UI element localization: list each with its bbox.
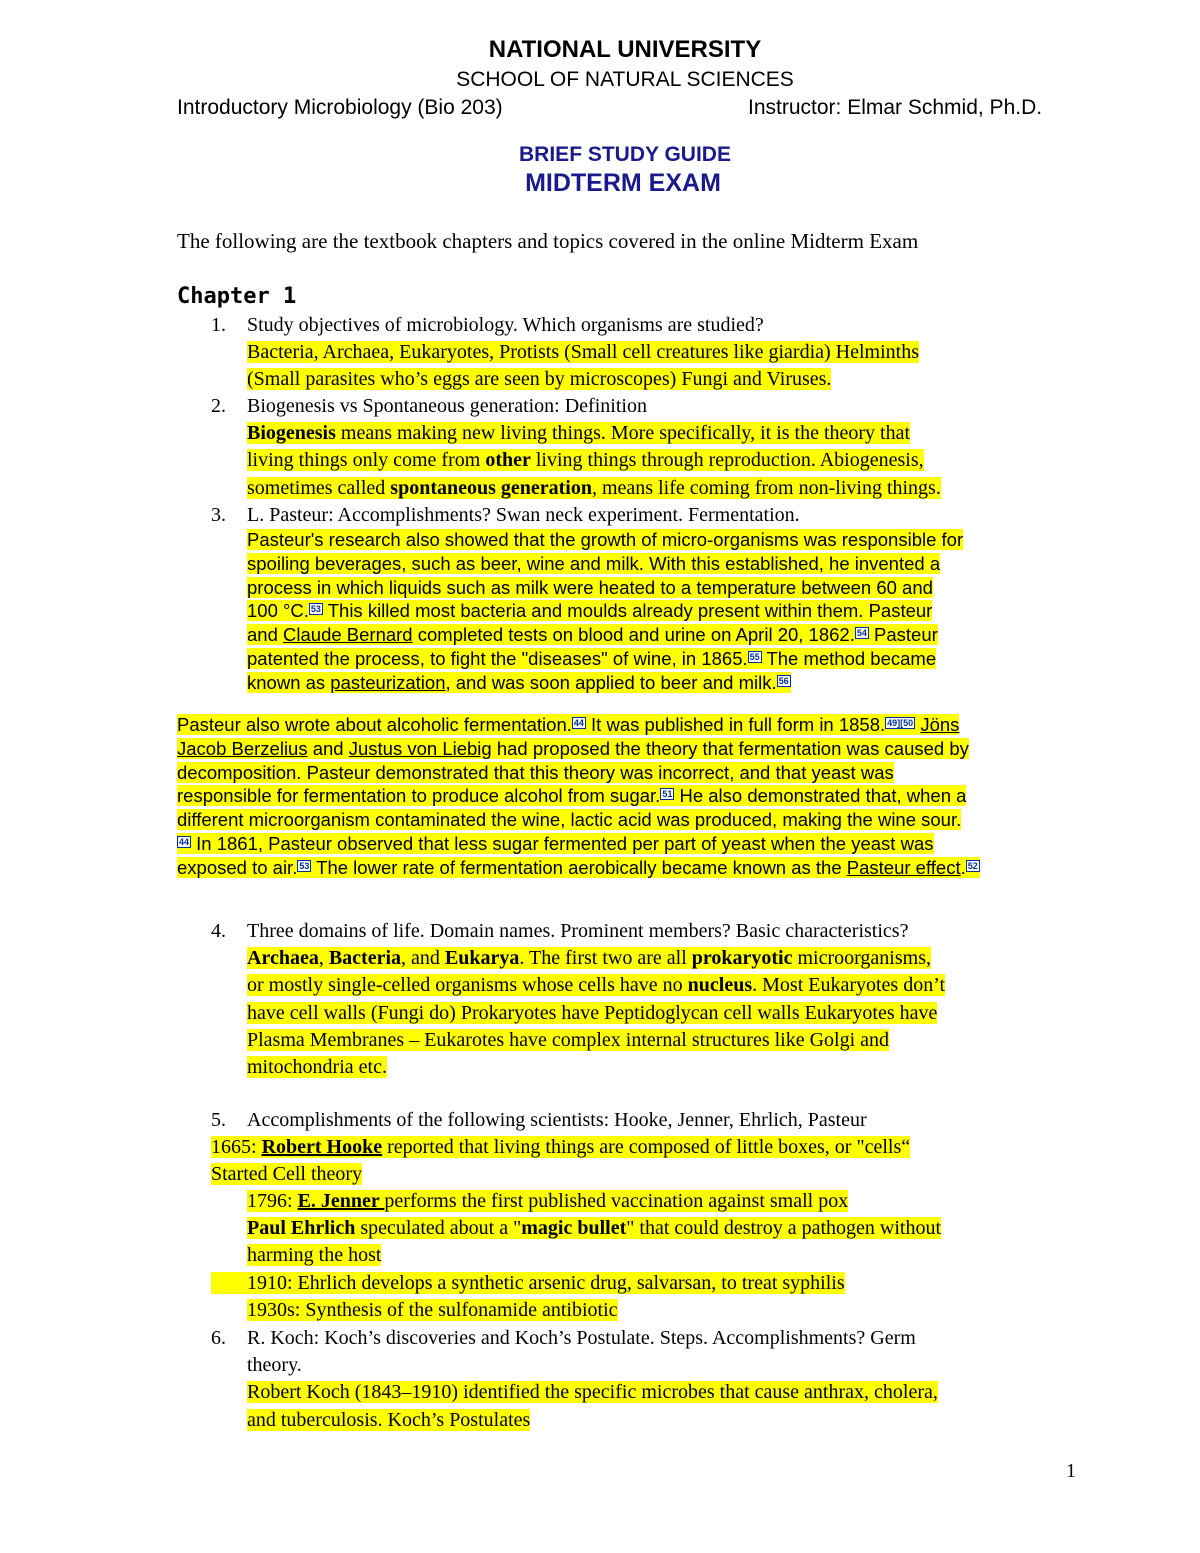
q6-question-line-1: R. Koch: Koch’s discoveries and Koch’s Postulate. Steps. Accomplishments? Germ [247, 1327, 916, 1349]
berzelius-link[interactable]: Jacob Berzelius [177, 737, 308, 759]
q4-answer-line-2 [247, 974, 945, 996]
q4-term-bacteria: Bacteria [328, 947, 402, 970]
q3-p2-l1-text-b: It was published in full form in 1858. [585, 714, 886, 735]
citation-ref[interactable]: 52 [967, 860, 978, 871]
q1-number: 1. [211, 314, 226, 336]
q3-number: 3. [211, 504, 226, 526]
q3-p2-line-7 [177, 857, 980, 878]
university-title: NATIONAL UNIVERSITY [488, 36, 762, 63]
q4-block [247, 918, 945, 1081]
q3-p1-line-1: Pasteur's research also showed that the growth of micro-organisms was responsible for [247, 529, 964, 550]
q5-answer-line-4 [247, 1217, 941, 1239]
q3-question: L. Pasteur: Accomplishments? Swan neck experiment. Fermentation. [247, 504, 800, 526]
q3-p1-line-5 [247, 624, 938, 645]
q5-term-magic-bullet: magic bullet [521, 1217, 627, 1240]
q2-number: 2. [211, 395, 226, 417]
citation-ref[interactable]: 55 [749, 651, 760, 662]
q3-p2-l6-text-b: In 1861, Pasteur observed that less sugar fermented per part of yeast when the yeast was [191, 832, 934, 854]
q4-number: 4. [211, 920, 226, 942]
q1-answer-line-2: (Small parasites who’s eggs are seen by microscopes) Fungi and Viruses. [247, 368, 832, 391]
q4-l1-sep-2: , and [401, 947, 445, 970]
q4-answer-line-5: mitochondria etc. [247, 1055, 387, 1078]
q4-answer-line-4: Plasma Membranes – Eukarotes have complex internal structures like Golgi and [247, 1028, 890, 1051]
q3-p2-l4-text-b: He also demonstrated that, when a [674, 785, 967, 807]
q3-p1-l6-text-a: patented the process, to fight the "diseases" of wine, in 1865. [247, 647, 748, 669]
q3-p2-line-4 [177, 785, 966, 806]
instructor-name: Instructor: Elmar Schmid, Ph.D. [748, 96, 1043, 119]
citation-ref[interactable]: 56 [778, 675, 789, 686]
citation-ref[interactable]: 44 [573, 718, 584, 728]
q2-answer-line-1 [247, 422, 910, 444]
claude-bernard-link[interactable]: Claude Bernard [283, 624, 413, 646]
q1-block [247, 312, 919, 394]
q6-answer-line-2: and tuberculosis. Koch’s Postulates [247, 1408, 531, 1431]
q6-block [247, 1325, 938, 1434]
q5-answer-block-c [211, 1270, 845, 1297]
q3-p1-l5-text-b: completed tests on blood and urine on April 20, 1862. [412, 624, 855, 646]
q3-p2-line-1 [177, 714, 959, 735]
q3-p2-l2-text-b: had proposed the theory that fermentation was caused by [491, 737, 969, 759]
course-name: Introductory Microbiology (Bio 203) [177, 96, 503, 119]
q5-l6-text: 1910: Ehrlich develops a synthetic arsenic drug, salvarsan, to treat syphilis [247, 1272, 845, 1294]
q3-p1-l5-text-c: Pasteur [868, 624, 938, 646]
q3-p2-line-6 [177, 833, 934, 854]
q2-l3-text-a: sometimes called [247, 476, 391, 499]
q3-p1-line-6 [247, 648, 936, 669]
q5-l4-text-a: speculated about a " [355, 1217, 522, 1240]
q3-p2-l7-text-b: The lower rate of fermentation aerobically became known as the [311, 856, 847, 878]
citation-ref[interactable]: 53 [310, 604, 321, 615]
q3-p2-line-3: decomposition. Pasteur demonstrated that this theory was incorrect, and that yeast was [177, 761, 894, 783]
q6-number: 6. [211, 1327, 226, 1349]
q5-l3-year: 1796: [247, 1190, 298, 1212]
q6-answer-line-1: Robert Koch (1843–1910) identified the specific microbes that cause anthrax, cholera, [247, 1381, 938, 1404]
q5-answer-block-a [211, 1134, 910, 1188]
q5-l3-text: performs the first published vaccination against small pox [384, 1190, 849, 1212]
q3-paragraph-2 [177, 713, 980, 880]
q3-p2-line-5: different microorganism contaminated the wine, lactic acid was produced, making the wine sour. [177, 809, 962, 831]
q4-l2-text-a: or mostly single-celled organisms whose cells have no [247, 974, 688, 997]
q5-l1-text: reported that living things are composed of little boxes, or "cells“ [382, 1136, 911, 1158]
q2-l2-text-a: living things only come from [247, 449, 486, 472]
q3-p1-l7-text-b: , and was soon applied to beer and milk. [445, 671, 777, 693]
exam-title: MIDTERM EXAM [525, 169, 721, 197]
q4-term-eukarya: Eukarya [444, 947, 520, 970]
q4-question: Three domains of life. Domain names. Prominent members? Basic characteristics? [247, 920, 909, 942]
q2-answer-line-3 [247, 477, 941, 499]
q2-term-biogenesis: Biogenesis [247, 422, 336, 445]
q5-answer-block-b [247, 1188, 941, 1270]
citation-ref[interactable]: 44 [179, 836, 190, 847]
q2-l3-text-c: , means life coming from non-living things. [592, 476, 941, 499]
pasteur-effect-link[interactable]: Pasteur effect [846, 856, 961, 878]
citation-ref[interactable]: 53 [299, 860, 310, 871]
q2-answer-line-2 [247, 449, 924, 471]
q4-answer-line-1 [247, 947, 931, 969]
q5-question: Accomplishments of the following scientists: Hooke, Jenner, Ehrlich, Pasteur [247, 1109, 867, 1131]
q3-question-block [247, 502, 800, 529]
q4-answer-line-3: have cell walls (Fungi do) Prokaryotes have Peptidoglycan cell walls Eukaryotes have [247, 1001, 938, 1024]
q3-p1-line-2: spoiling beverages, such as beer, wine and milk. With this established, he invented a [247, 552, 941, 574]
q5-answer-line-5: harming the host [247, 1244, 382, 1267]
q3-p2-l7-text-a: exposed to air. [177, 856, 298, 878]
page-number: 1 [1066, 1460, 1076, 1482]
q4-l2-text-c: . Most Eukaryotes don’t [752, 974, 946, 997]
chapter-heading: Chapter 1 [177, 284, 297, 309]
q1-answer-line-1: Bacteria, Archaea, Eukaryotes, Protists (Small cell creatures like giardia) Helminths [247, 341, 919, 364]
q2-l1-text: means making new living things. More specifically, it is the theory that [335, 422, 911, 445]
q3-p1-l7-text-a: known as [247, 671, 331, 693]
q5-name-jenner: E. Jenner [297, 1190, 385, 1212]
q4-l1-text-3: . The first two are all [519, 947, 692, 970]
q5-answer-line-7: 1930s: Synthesis of the sulfonamide antibiotic [247, 1299, 618, 1321]
q5-l4-text-c: " that could destroy a pathogen without [626, 1217, 942, 1240]
q3-p2-l1-text-a: Pasteur also wrote about alcoholic fermentation. [177, 714, 572, 735]
q5-name-ehrlich: Paul Ehrlich [247, 1217, 356, 1240]
q3-p2-l7-text-c: . [960, 856, 966, 878]
q3-p1-l6-text-b: The method became [761, 647, 937, 669]
pasteurization-link[interactable]: pasteurization [330, 671, 446, 693]
q4-l1-sep-1: , [318, 947, 329, 970]
q5-answer-line-1 [211, 1136, 910, 1158]
intro-text: The following are the textbook chapters and topics covered in the online Midterm Exam [177, 229, 919, 253]
q3-p2-l2-text-a: and [307, 737, 349, 759]
q2-term-spontaneous: spontaneous generation [390, 476, 592, 499]
q2-block [247, 393, 941, 502]
q6-question-line-2: theory. [247, 1354, 302, 1377]
q3-p1-l5-text-a: and [247, 624, 284, 646]
q4-term-nucleus: nucleus [687, 974, 753, 997]
q2-term-other: other [485, 449, 531, 472]
citation-ref[interactable]: 51 [662, 789, 673, 800]
jons-link[interactable]: Jöns [920, 714, 960, 735]
citation-ref[interactable]: 49][50 [887, 718, 914, 728]
school-name: SCHOOL OF NATURAL SCIENCES [456, 68, 794, 91]
q5-answer-line-2: Started Cell theory [211, 1163, 363, 1186]
q5-answer-line-3 [247, 1190, 848, 1212]
q5-l1-year: 1665: [211, 1136, 262, 1158]
q4-l1-text-4: microorganisms, [792, 947, 931, 970]
q3-p1-line-7 [247, 672, 791, 693]
citation-ref[interactable]: 54 [856, 628, 867, 639]
q3-p2-line-2 [177, 738, 969, 759]
q3-p1-line-3: process in which liquids such as milk were heated to a temperature between 60 and [247, 576, 933, 598]
guide-title: BRIEF STUDY GUIDE [519, 143, 731, 166]
q3-p1-l4-text-b: This killed most bacteria and moulds already present within them. Pasteur [322, 600, 933, 622]
q3-p2-l4-text-a: responsible for fermentation to produce alcohol from sugar. [177, 785, 661, 807]
q4-term-archaea: Archaea [247, 947, 319, 970]
q3-p1-line-4 [247, 600, 932, 621]
q3-paragraph-1 [247, 528, 963, 695]
q2-l2-text-c: living things through reproduction. Abiogenesis, [530, 449, 924, 472]
q5-name-hooke: Robert Hooke [261, 1136, 383, 1158]
liebig-link[interactable]: Justus von Liebig [348, 737, 492, 759]
q1-question: Study objectives of microbiology. Which organisms are studied? [247, 314, 764, 336]
q5-answer-line-6 [211, 1272, 845, 1294]
q5-question-block [247, 1107, 867, 1134]
q4-term-prokaryotic: prokaryotic [691, 947, 793, 970]
q5-answer-block-d [247, 1297, 618, 1324]
q2-question: Biogenesis vs Spontaneous generation: Definition [247, 395, 647, 417]
q3-p1-l4-text-a: 100 °C. [247, 600, 309, 622]
q5-number: 5. [211, 1109, 226, 1131]
